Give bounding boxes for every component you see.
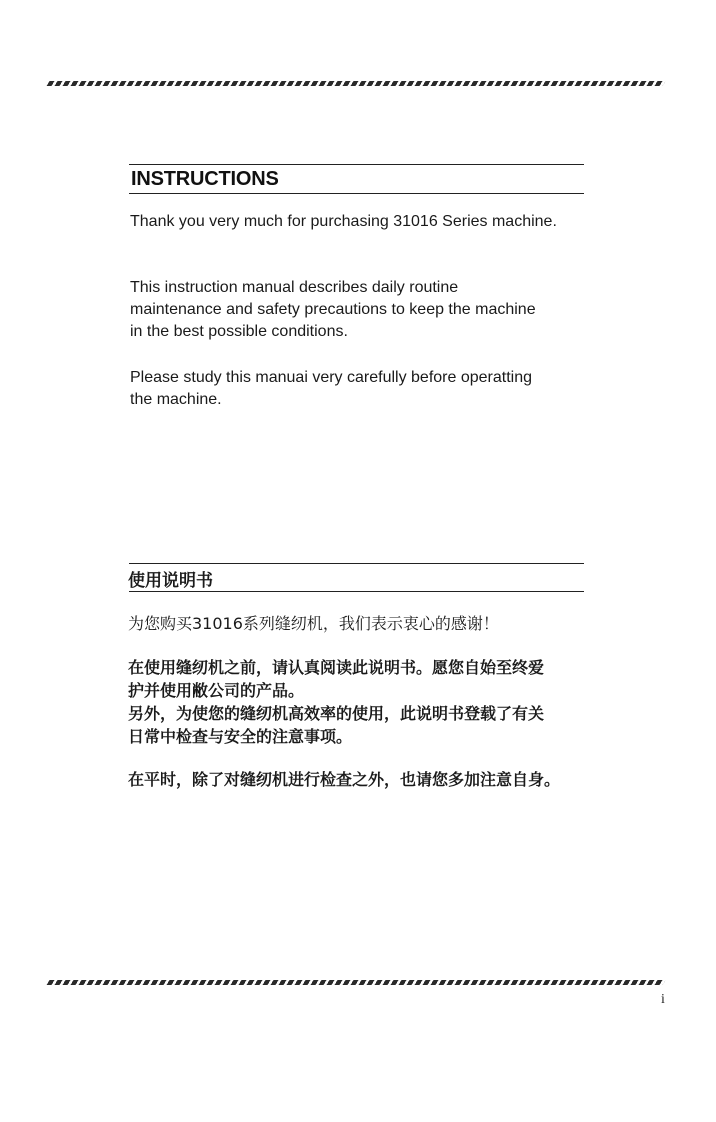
page-number: i (661, 992, 665, 1007)
chinese-heading: 使用说明书 (128, 571, 213, 591)
chinese-heading-bottom-rule (129, 591, 584, 592)
english-heading-bottom-rule (129, 193, 584, 194)
english-heading: INSTRUCTIONS (131, 168, 279, 190)
chinese-paragraph2-text: 在平时，除了对缝纫机进行检查之外，也请您多加注意自身。 (128, 770, 561, 789)
english-paragraph1-line: in the best possible conditions. (130, 323, 348, 340)
chinese-heading-top-rule (129, 563, 584, 564)
english-paragraph1-line: This instruction manual describes daily routine (130, 279, 459, 296)
chinese-paragraph1-line: 另外，为使您的缝纫机高效率的使用，此说明书登载了有关 (128, 704, 545, 723)
chinese-paragraph1-line: 日常中检查与安全的注意事项。 (128, 727, 353, 746)
english-paragraph2-line: the machine. (130, 391, 222, 408)
chinese-thanks-text: 为您购买31016系列缝纫机，我们表示衷心的感谢！ (128, 614, 499, 633)
english-paragraph1-line: maintenance and safety precautions to keep the machine (130, 301, 536, 318)
top-dashed-border (47, 81, 666, 86)
bottom-dashed-border (47, 980, 666, 985)
chinese-paragraph1-line: 护并使用敝公司的产品。 (128, 681, 305, 700)
english-thanks-text: Thank you very much for purchasing 31016 Series machine. (130, 213, 557, 230)
english-paragraph2-line: Please study this manuai very carefully before operatting (130, 369, 532, 386)
english-heading-top-rule (129, 164, 584, 165)
chinese-paragraph1-line: 在使用缝纫机之前，请认真阅读此说明书。愿您自始至终爱 (128, 658, 545, 677)
